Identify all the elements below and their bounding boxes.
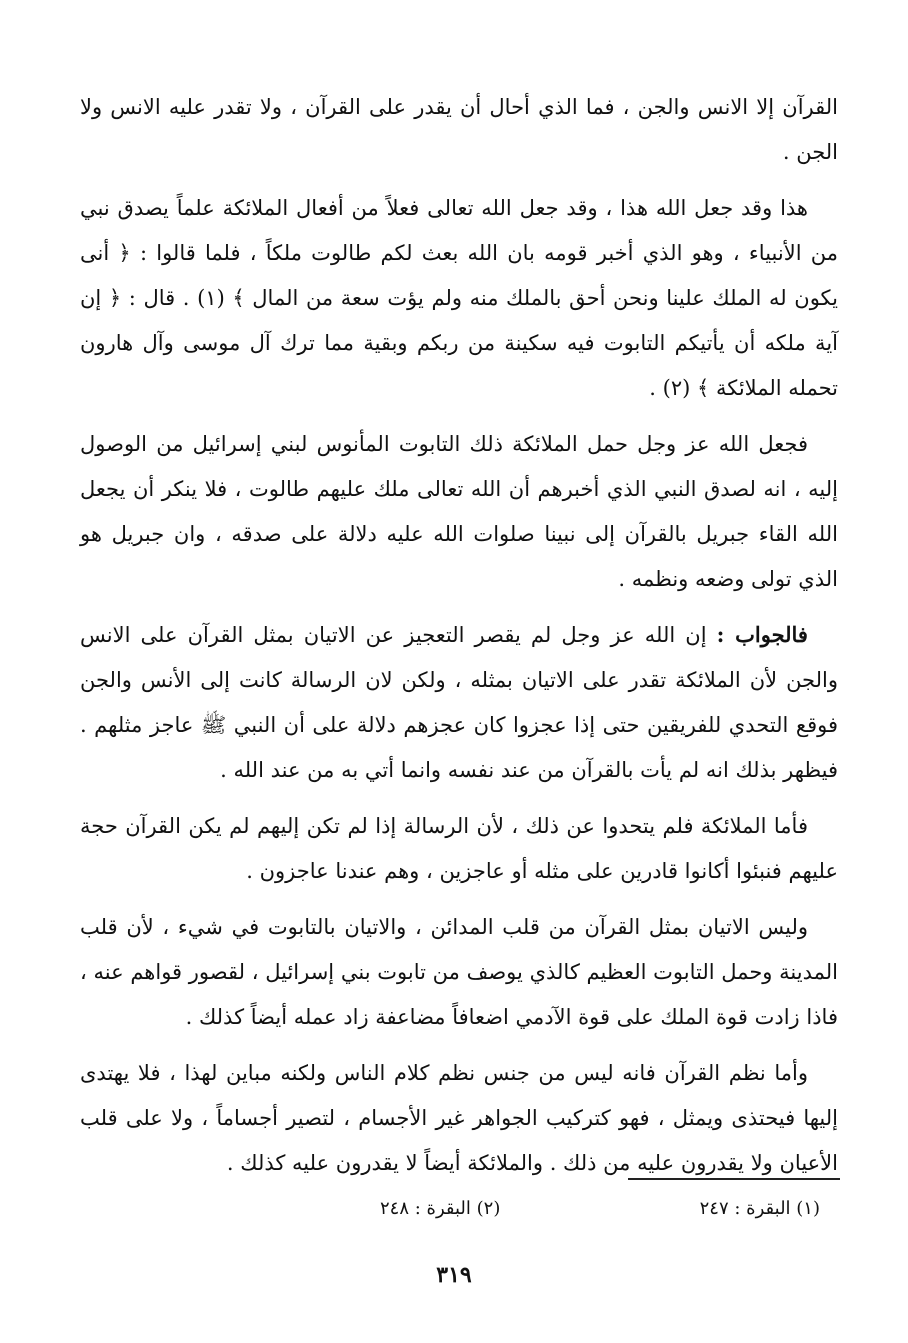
paragraph-text: فأما الملائكة فلم يتحدوا عن ذلك ، لأن الرسالة إذا لم تكن إليهم لم يكن القرآن حجة عليهم فنبئوا أكانوا قادرين على مثله أو عاجزين ، وهم عندنا عاجزون .: [80, 814, 838, 883]
paragraph-3: [80, 421, 838, 602]
paragraph-text: وليس الاتيان بمثل القرآن من قلب المدائن ، والاتيان بالتابوت في شيء ، لأن قلب المدينة وحمل التابوت العظيم كالذي يوصف من تابوت بني إسرائيل ، لقصور قواهم عنه ، فاذا زادت قوة الملك على قوة الآدمي اضعافاً مضاعفة زاد عمله أيضاً كذلك .: [80, 915, 838, 1029]
paragraph-6: [80, 904, 838, 1040]
paragraph-lead: فالجواب :: [716, 622, 808, 647]
footnote-2: (٢) البقرة : ٢٤٨: [380, 1198, 501, 1219]
paragraph-7: [80, 1050, 838, 1186]
paragraph-2: [80, 185, 838, 411]
paragraph-text: إن الله عز وجل لم يقصر التعجيز عن الاتيان بمثل القرآن على الانس والجن لأن الملائكة تقدر على الاتيان بمثله ، ولكن لان الرسالة كانت إلى الأنس والجن فوقع التحدي للفريقين حتى إذا عجزوا كان عجزهم دلالة على أن النبي ﷺ عاجز مثلهم . فيظهر بذلك انه لم يأت بالقرآن من عند نفسه وانما أتي به من عند الله .: [80, 623, 838, 782]
paragraph-text: القرآن إلا الانس والجن ، فما الذي أحال أن يقدر على القرآن ، ولا تقدر عليه الانس ولا الجن .: [80, 95, 838, 164]
paragraph-1: [80, 84, 838, 175]
paragraph-5: [80, 803, 838, 894]
footnotes: [380, 1198, 820, 1219]
paragraph-text: هذا وقد جعل الله هذا ، وقد جعل الله تعالى فعلاً من أفعال الملائكة علماً يصدق نبي من الأنبياء ، وهو الذي أخبر قومه بان الله بعث لكم طالوت ملكاً ، فلما قالوا : ﴿ أنى يكون له الملك علينا ونحن أحق بالملك منه ولم يؤت سعة من المال ﴾ (١) . قال : ﴿ إن آية ملكه أن يأتيكم التابوت فيه سكينة من ربكم وبقية مما ترك آل موسى وآل هارون تحمله الملائكة ﴾ (٢) .: [80, 196, 838, 400]
paragraph-text: وأما نظم القرآن فانه ليس من جنس نظم كلام الناس ولكنه مباين لهذا ، فلا يهتدى إليها فيحتذى ويمثل ، فهو كتركيب الجواهر غير الأجسام ، لتصير أجساماً ، ولا على قلب الأعيان ولا يقدرون عليه من ذلك . والملائكة أيضاً لا يقدرون عليه كذلك .: [80, 1061, 838, 1175]
footnote-1: (١) البقرة : ٢٤٧: [699, 1198, 820, 1219]
paragraph-4: [80, 612, 838, 793]
footnote-divider: [628, 1178, 840, 1180]
page-number: ٣١٩: [436, 1262, 472, 1288]
paragraph-text: فجعل الله عز وجل حمل الملائكة ذلك التابوت المأنوس لبني إسرائيل من الوصول إليه ، انه لصدق النبي الذي أخبرهم أن الله تعالى ملك عليهم طالوت ، فلا ينكر أن يجعل الله القاء جبريل بالقرآن إلى نبينا صلوات الله عليه دلالة على صدقه ، وان جبريل هو الذي تولى وضعه ونظمه .: [80, 432, 838, 591]
main-text: [80, 84, 838, 1196]
